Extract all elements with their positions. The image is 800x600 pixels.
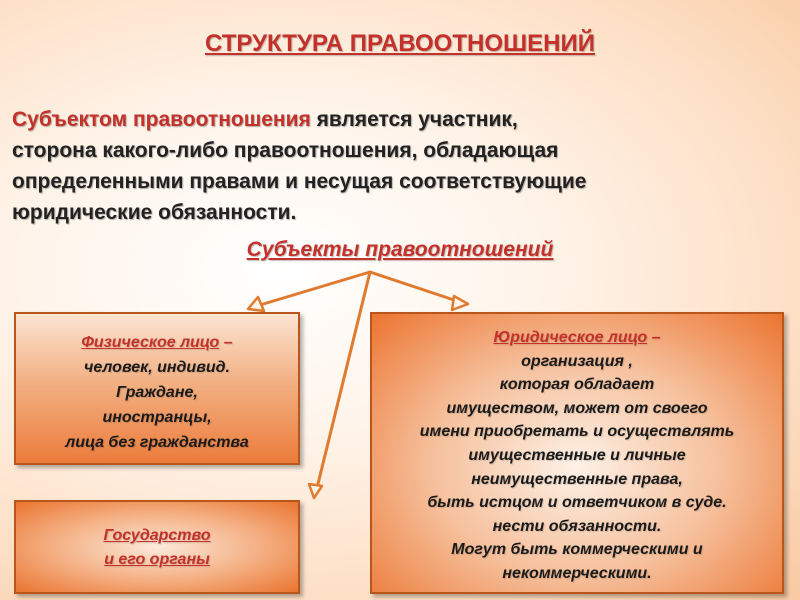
slide-title: СТРУКТУРА ПРАВООТНОШЕНИЙ: [205, 30, 595, 57]
arrow-to-state: [316, 272, 370, 492]
legal-line: неимущественные права,: [471, 470, 683, 488]
legal-line: некоммерческими.: [502, 564, 652, 582]
legal-line: быть истцом и ответчиком в суде.: [427, 494, 727, 512]
legal-line: имущественные и личные: [468, 446, 686, 464]
physical-line: Граждане,: [116, 384, 198, 401]
physical-heading-line: [16, 330, 298, 355]
physical-line: лица без гражданства: [65, 434, 249, 451]
subjects-subtitle: Субъекты правоотношений: [246, 238, 554, 261]
state-line2: и его органы: [104, 551, 210, 568]
legal-entity-box: [370, 312, 784, 594]
legal-line: Могут быть коммерческими и: [451, 541, 703, 559]
physical-line: человек, индивид.: [84, 359, 230, 376]
physical-heading: Физическое лицо: [81, 334, 220, 351]
legal-line: имени приобретать и осуществлять: [419, 423, 735, 441]
definition-line1: является участник,: [310, 108, 518, 131]
legal-heading: Юридическое лицо: [493, 329, 648, 346]
physical-dash: –: [219, 334, 233, 351]
arrowhead-legal-icon: [452, 296, 468, 310]
arrow-to-legal: [370, 272, 460, 302]
definition-line2: сторона какого-либо правоотношения, обладающая: [12, 139, 559, 162]
physical-line: иностранцы,: [102, 409, 212, 426]
legal-line: которая обладает: [499, 376, 655, 394]
definition-line3: определенными правами и несущая соответствующие: [12, 170, 587, 193]
state-line1: Государство: [103, 527, 211, 544]
arrowhead-physical-icon: [248, 297, 264, 311]
state-box: [14, 500, 300, 594]
legal-line: организация ,: [521, 352, 633, 370]
physical-person-box: [14, 312, 300, 465]
arrow-to-physical: [260, 272, 370, 305]
legal-line: имуществом, может от своего: [446, 399, 708, 417]
definition-line4: юридические обязанности.: [12, 201, 297, 224]
legal-heading-line: [372, 326, 782, 350]
definition-term: Субъектом правоотношения: [12, 108, 311, 131]
legal-dash: –: [647, 329, 661, 346]
legal-line: нести обязанности.: [492, 517, 662, 535]
arrowhead-state-icon: [309, 484, 322, 498]
